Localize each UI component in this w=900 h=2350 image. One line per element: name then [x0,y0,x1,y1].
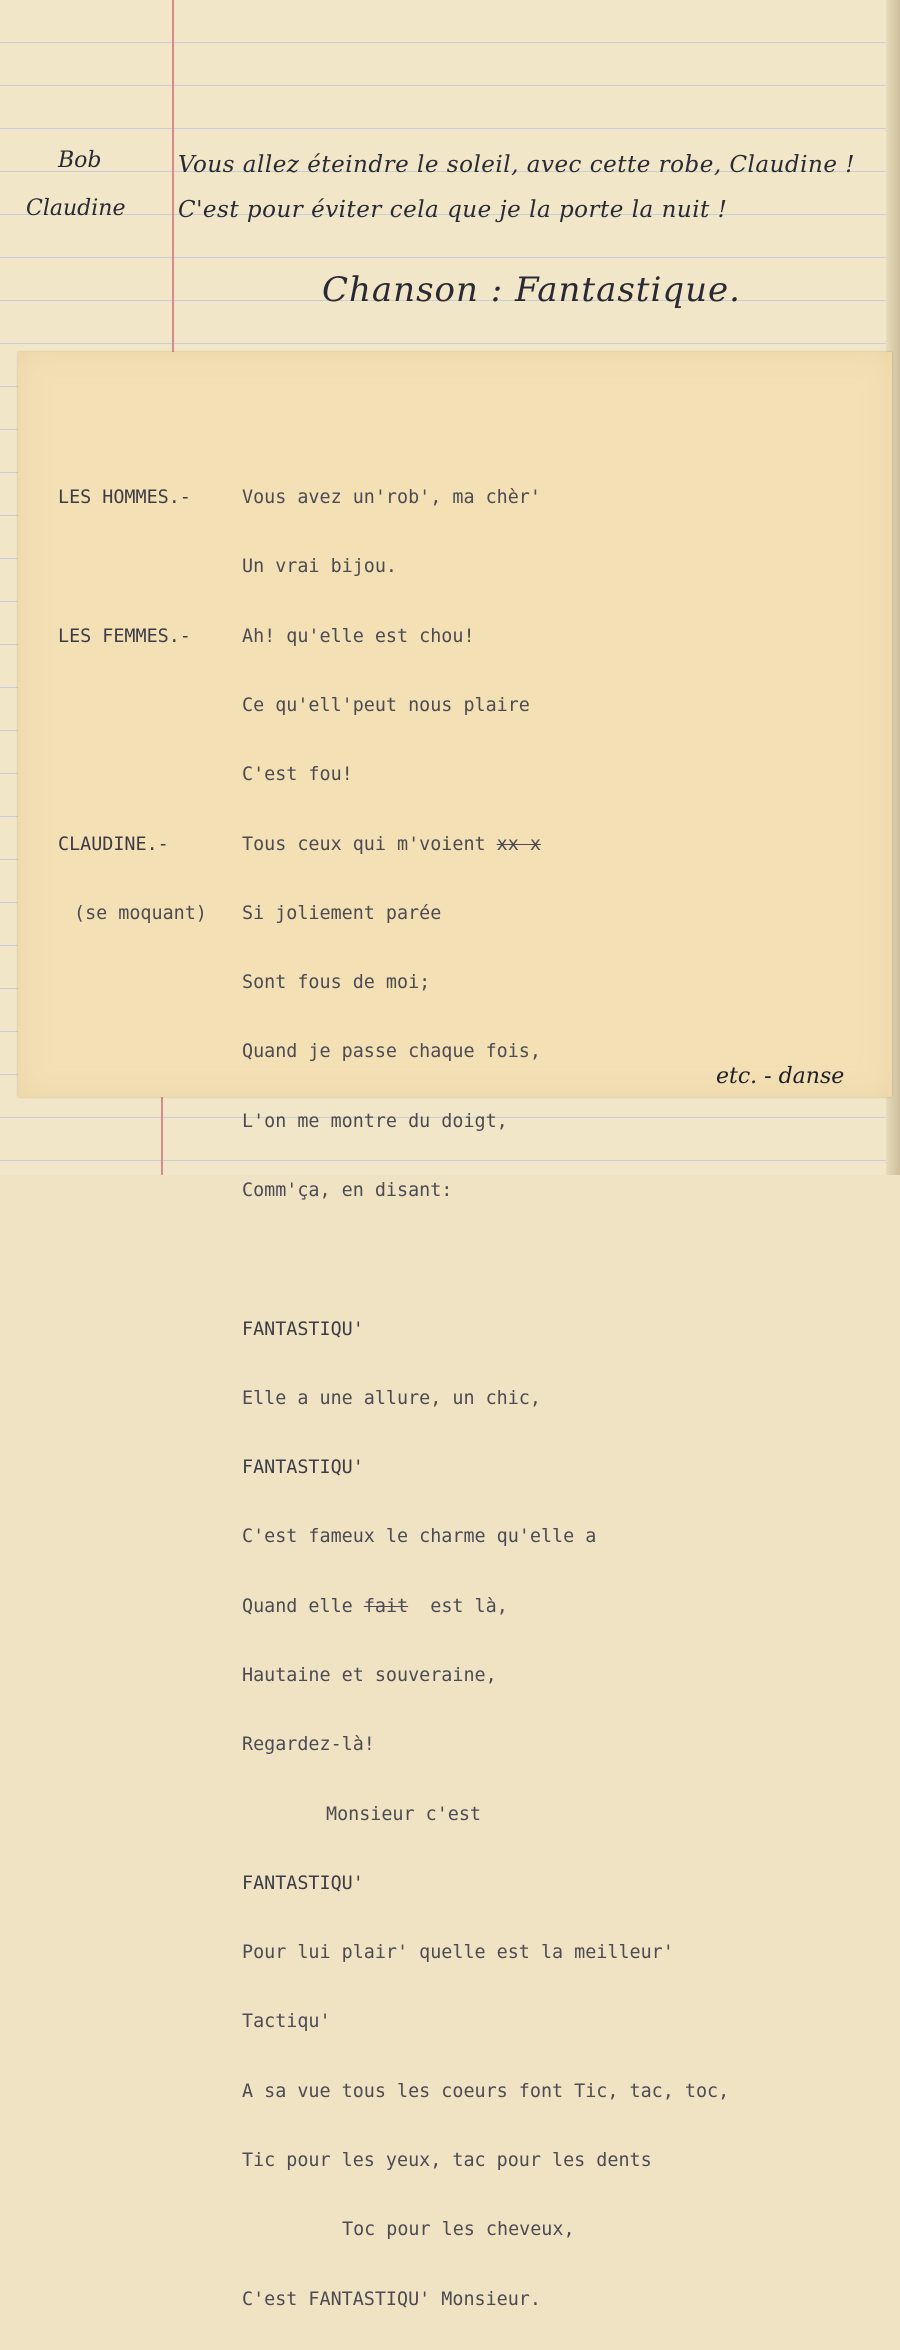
lyric-text: C'est FANTASTIQU' Monsieur. [242,2288,541,2310]
lyric-line [58,1387,729,1410]
lyric-text: C'est fou! [242,764,353,786]
lyric-text: Si joliement parée [242,902,442,924]
lyric-line [58,1803,729,1826]
lyric-line [58,1040,729,1063]
lyric-line [58,1941,729,1964]
lyric-text: Ah! qu'elle est chou! [242,625,475,647]
lyric-line [58,971,729,994]
lyric-line [58,833,729,856]
lyric-text: est là, [430,1595,508,1617]
lyric-text: Sont fous de moi; [242,972,431,994]
lyric-line [58,625,729,648]
lyric-text: Toc pour les cheveux, [342,2219,575,2241]
lyric-line [58,1179,729,1202]
handwritten-note: etc. - danse [716,1064,845,1089]
speaker-claudine: Claudine [26,196,126,221]
role-claudine: CLAUDINE.- [58,833,169,855]
lyric-line [58,1456,729,1479]
lyric-line [58,1318,729,1341]
lyric-text: FANTASTIQU' [242,1872,364,1894]
role-les-hommes: LES HOMMES.- [58,487,191,509]
lyric-line [58,1664,729,1687]
lyric-text: Tactiqu' [242,2011,331,2033]
lyric-text: A sa vue tous les coeurs font Tic, tac, toc, [242,2080,730,2102]
lyric-text: Monsieur c'est [326,1803,482,1825]
lyric-line [58,486,729,509]
lyric-line [58,902,729,925]
lyric-line [58,2288,729,2311]
typed-sheet [18,352,892,2310]
lyric-text: Comm'ça, en disant: [242,1180,453,1201]
lyric-line [58,1733,729,1756]
lyric-text: Regardez-là! [242,1734,375,1756]
lyric-text: Quand je passe chaque fois, [242,1041,541,1063]
lyric-text: Tous ceux qui m'voient [242,833,486,855]
lyric-line [58,2218,729,2241]
speaker-bob: Bob [58,148,102,173]
lyric-line [58,2010,729,2033]
role-les-femmes: LES FEMMES.- [58,625,191,647]
lyric-text: L'on me montre du doigt, [242,1110,508,1132]
lyric-line [58,694,729,717]
lyric-text: Vous avez un'rob', ma chèr' [242,487,541,509]
lyric-line [58,1872,729,1895]
lyric-text: FANTASTIQU' [242,1457,364,1479]
lyric-line [58,2149,729,2172]
dialogue-line-bob: Vous allez éteindre le soleil, avec cette robe, Claudine ! [178,152,855,178]
lyric-line [58,555,729,578]
lyric-text: Un vrai bijou. [242,556,398,578]
margin-line [172,0,174,360]
lyric-line [58,763,729,786]
stage-direction: (se moquant) [74,902,207,924]
lyric-text: FANTASTIQU' [242,1318,364,1340]
struck-text: fait [363,1595,409,1617]
lyric-line [58,2080,729,2103]
lyric-text: Pour lui plair' quelle est la meilleur' [242,1942,674,1964]
song-title: Chanson : Fantastique. [322,270,741,310]
lyric-text: Hautaine et souveraine, [242,1664,497,1686]
lyric-text: Quand elle [242,1595,353,1617]
lyric-line [58,1110,729,1133]
lyric-text: C'est fameux le charme qu'elle a [242,1526,597,1548]
lyric-line [58,1595,729,1618]
dialogue-line-claudine: C'est pour éviter cela que je la porte la nuit ! [178,197,728,223]
lyric-text: Elle a une allure, un chic, [242,1387,541,1409]
lyric-line [58,1525,729,1548]
typed-lyrics [58,440,729,2350]
struck-text: xx x [496,833,541,855]
lyric-text: Ce qu'ell'peut nous plaire [242,695,530,717]
lyric-text: Tic pour les yeux, tac pour les dents [242,2149,652,2171]
